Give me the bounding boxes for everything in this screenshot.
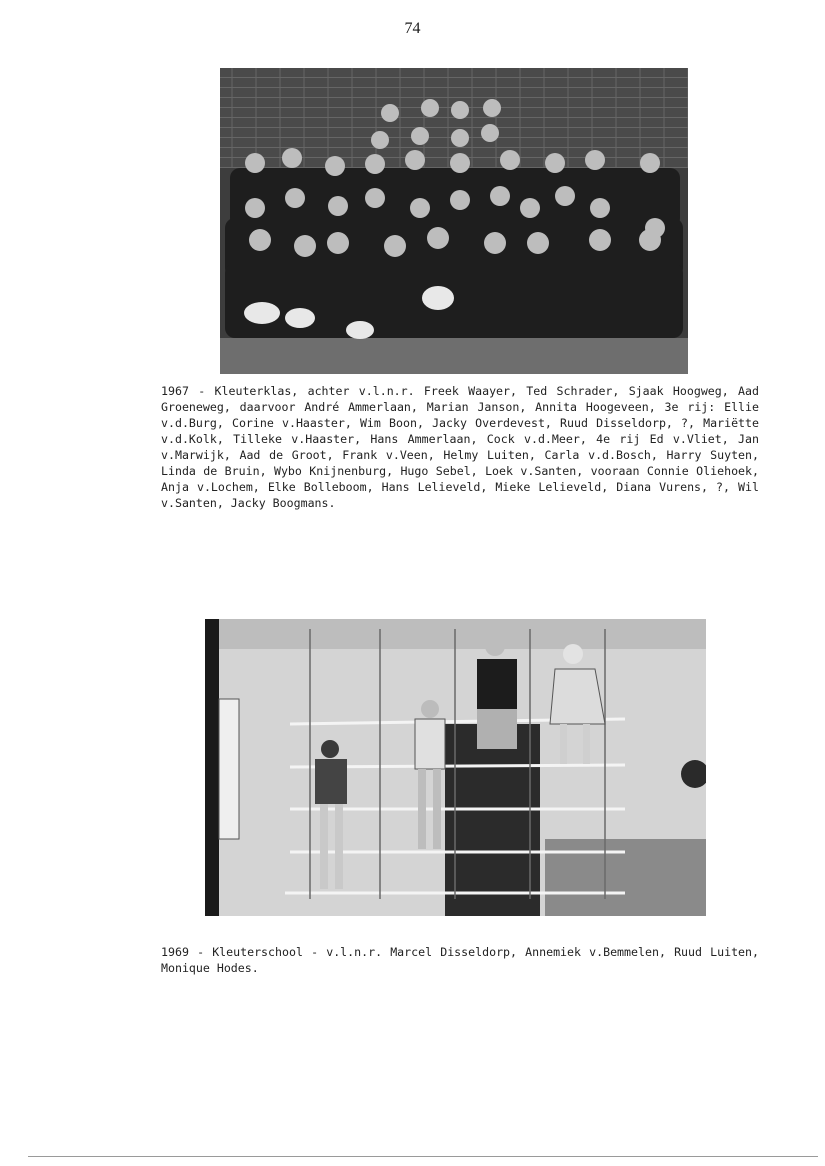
climbing-frame-photo-1969 [205,619,706,916]
photo-caption: 1967 - Kleuterklas, achter v.l.n.r. Freek Waayer, Ted Schrader, Sjaak Hoogweg, Aad Groeneweg, daarvoor André Ammerlaan, Marian Janson, Annita Hoogeveen, 3e rij: Ellie v.d.Burg, Corine v.Haaster, Wim Boon, Jacky Overdevest, Ruud Disseldorp, ?, Mariëtte v.d.Kolk, Tilleke v.Haaster, Hans Ammerlaan, Cock v.d.Meer, 4e rij Ed v.Vliet, Jan v.Marwijk, Aad de Groot, Frank v.Veen, Helmy Luiten, Carla v.d.Bosch, Harry Suyten, Linda de Bruin, Wybo Knijnenburg, Hugo Sebel, Loek v.Santen, vooraan Connie Oliehoek, Anja v.Lochem, Elke Bolleboom, Hans Lelieveld, Mieke Lelieveld, Diana Vurens, ?, Wil v.Santen, Jacky Boogmans. [161,384,759,510]
photo-caption: 1969 - Kleuterschool - v.l.n.r. Marcel Disseldorp, Annemiek v.Bemmelen, Ruud Luiten, Monique Hodes. [161,945,759,975]
class-photo-1967 [220,68,688,374]
page-number: 74 [404,20,421,37]
footer-rule [28,1156,818,1157]
